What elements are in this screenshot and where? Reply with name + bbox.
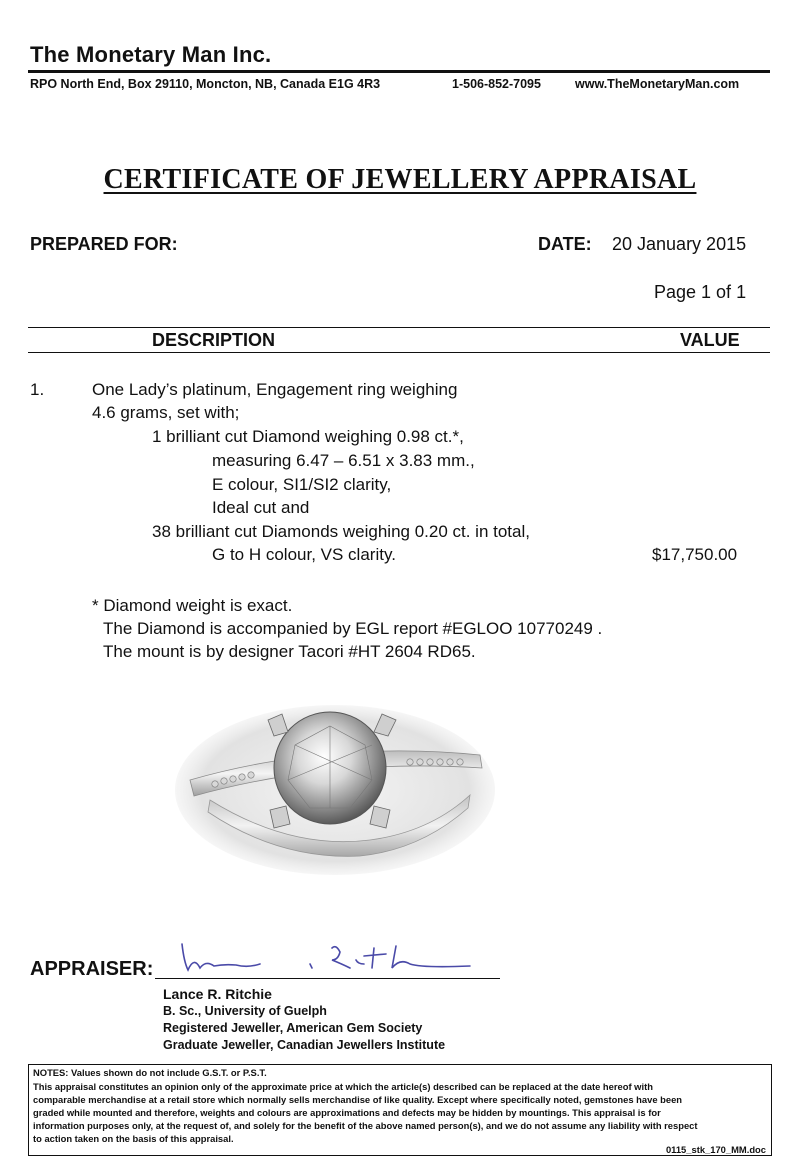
company-phone: 1-506-852-7095 bbox=[452, 77, 541, 91]
value-header: VALUE bbox=[680, 330, 740, 350]
description-header: DESCRIPTION bbox=[152, 330, 276, 350]
header-rule bbox=[28, 70, 770, 73]
remark-line: * Diamond weight is exact. bbox=[92, 596, 293, 615]
item-line: E colour, SI1/SI2 clarity, bbox=[212, 475, 392, 494]
company-address: RPO North End, Box 29110, Moncton, NB, Canada E1G 4R3 bbox=[30, 77, 381, 91]
remark-line: The mount is by designer Tacori #HT 2604 RD65. bbox=[103, 642, 476, 661]
item-line: One Lady’s platinum, Engagement ring weighing bbox=[92, 380, 458, 399]
date-value: 20 January 2015 bbox=[612, 234, 747, 254]
company-website: www.TheMonetaryMan.com bbox=[575, 77, 740, 91]
notes-line: to action taken on the basis of this appraisal. bbox=[33, 1133, 234, 1144]
notes-line: graded while mounted and therefore, weights and colours are approximations and defects may be hidden by mountings. This appraisal is for bbox=[33, 1107, 661, 1118]
appraiser-name: Lance R. Ritchie bbox=[163, 986, 272, 1002]
signature bbox=[160, 934, 480, 982]
item-line: 1 brilliant cut Diamond weighing 0.98 ct.*, bbox=[152, 427, 464, 446]
company-name: The Monetary Man Inc. bbox=[30, 42, 272, 67]
item-line: 4.6 grams, set with; bbox=[92, 403, 240, 422]
appraiser-credential: Graduate Jeweller, Canadian Jewellers Institute bbox=[163, 1038, 446, 1052]
appraiser-credential: B. Sc., University of Guelph bbox=[163, 1004, 327, 1018]
certificate-title: CERTIFICATE OF JEWELLERY APPRAISAL bbox=[103, 164, 697, 195]
item-line: G to H colour, VS clarity. bbox=[212, 545, 396, 564]
appraiser-label: APPRAISER: bbox=[30, 958, 154, 980]
item-line: 38 brilliant cut Diamonds weighing 0.20 ct. in total, bbox=[152, 522, 530, 541]
item-value: $17,750.00 bbox=[652, 545, 738, 564]
page-indicator: Page 1 of 1 bbox=[654, 282, 747, 302]
appraiser-credential: Registered Jeweller, American Gem Society bbox=[163, 1021, 423, 1035]
remark-line: The Diamond is accompanied by EGL report #EGLOO 10770249 . bbox=[103, 619, 603, 638]
column-header-bottom-rule bbox=[28, 352, 770, 353]
item-line: Ideal cut and bbox=[212, 498, 310, 517]
signature-line bbox=[155, 978, 500, 979]
column-header-top-rule bbox=[28, 327, 770, 328]
notes-line: NOTES: Values shown do not include G.S.T. or P.S.T. bbox=[33, 1067, 267, 1078]
notes-line: information purposes only, at the request of, and solely for the benefit of the above named person(s), and we do not assume any liability with respect bbox=[33, 1120, 698, 1131]
notes-line: This appraisal constitutes an opinion only of the approximate price at which the article(s) described can be replaced at the date hereof with bbox=[33, 1081, 653, 1092]
prepared-for-label: PREPARED FOR: bbox=[30, 234, 178, 254]
date-label: DATE: bbox=[538, 234, 592, 254]
item-number: 1. bbox=[30, 380, 45, 399]
notes-line: comparable merchandise at a retail store which normally sells merchandise of like quality. Except where specifically noted, gemstones have been bbox=[33, 1094, 683, 1105]
item-line: measuring 6.47 – 6.51 x 3.83 mm., bbox=[212, 451, 475, 470]
document-reference: 0115_stk_170_MM.doc bbox=[665, 1144, 766, 1155]
ring-photo bbox=[170, 700, 500, 880]
